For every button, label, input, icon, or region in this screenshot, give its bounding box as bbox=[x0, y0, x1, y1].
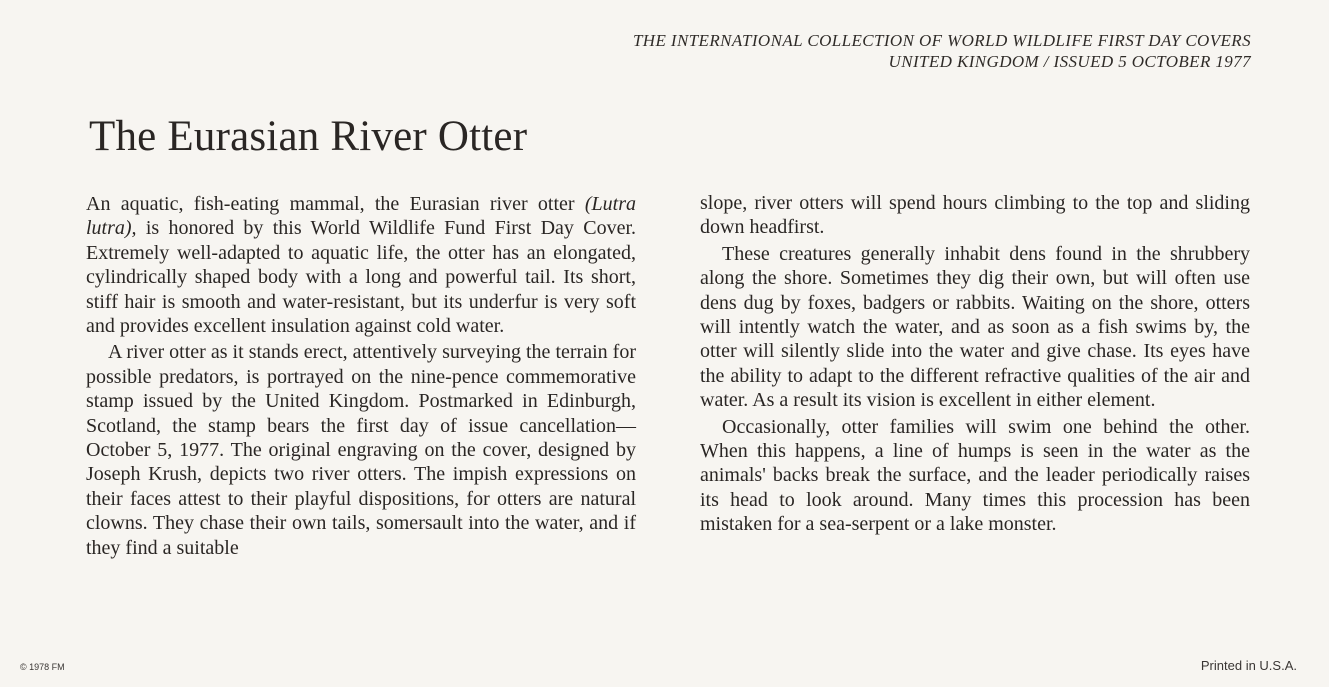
series-title: THE INTERNATIONAL COLLECTION OF WORLD WILDLIFE FIRST DAY COVERS bbox=[632, 31, 1251, 50]
intro-text-end: is honored by this World Wildlife Fund First Day Cover. Extremely well-adapted to aquatic life, the otter has an elongated, cylindrically shaped body with a long and powerful tail. Its short, stiff hair is smooth and water-resistant, but its underfur is very soft and provides excellent insulation against cold water. bbox=[86, 217, 636, 338]
paragraph-intro bbox=[86, 192, 636, 338]
issue-info: UNITED KINGDOM / ISSUED 5 OCTOBER 1977 bbox=[888, 52, 1251, 71]
scientific-name: (Lutra lutra), bbox=[86, 193, 636, 240]
right-column bbox=[700, 191, 1250, 537]
paragraph-continued: slope, river otters will spend hours climbing to the top and sliding down headfirst. bbox=[700, 192, 1250, 239]
printed-notice: Printed in U.S.A. bbox=[1200, 658, 1297, 673]
paragraph-behavior: Occasionally, otter families will swim one behind the other. When this happens, a line of humps is seen in the water as the animals' backs break the surface, and the leader periodically raises its head to look around. Many times this procession has been mistaken for a sea-serpent or a lake monster. bbox=[700, 415, 1250, 536]
intro-text-start: An aquatic, fish-eating mammal, the Eurasian river otter bbox=[86, 193, 585, 215]
copyright-notice: © 1978 FM bbox=[20, 662, 65, 672]
paragraph-stamp: A river otter as it stands erect, attentively surveying the terrain for possible predators, is portrayed on the nine-pence commemorative stamp issued by the United Kingdom. Postmarked in Edinburgh, Scotland, the stamp bears the first day of issue cancellation—October 5, 1977. The original engraving on the cover, designed by Joseph Krush, depicts two river otters. The impish expressions on their faces attest to their playful dispositions, for otters are natural clowns. They chase their own tails, somersault into the water, and if they find a suitable bbox=[86, 341, 636, 559]
page-title: The Eurasian River Otter bbox=[89, 113, 528, 160]
left-column bbox=[86, 192, 636, 560]
paragraph-habitat: These creatures generally inhabit dens found in the shrubbery along the shore. Sometimes they dig their own, but will often use dens dug by foxes, badgers or rabbits. Waiting on the shore, otters will intently watch the water, and as soon as a fish swims by, the otter will silently slide into the water and give chase. Its eyes have the ability to adapt to the different refractive qualities of the air and water. As a result its vision is excellent in either element. bbox=[700, 242, 1250, 412]
series-header bbox=[633, 30, 1251, 72]
